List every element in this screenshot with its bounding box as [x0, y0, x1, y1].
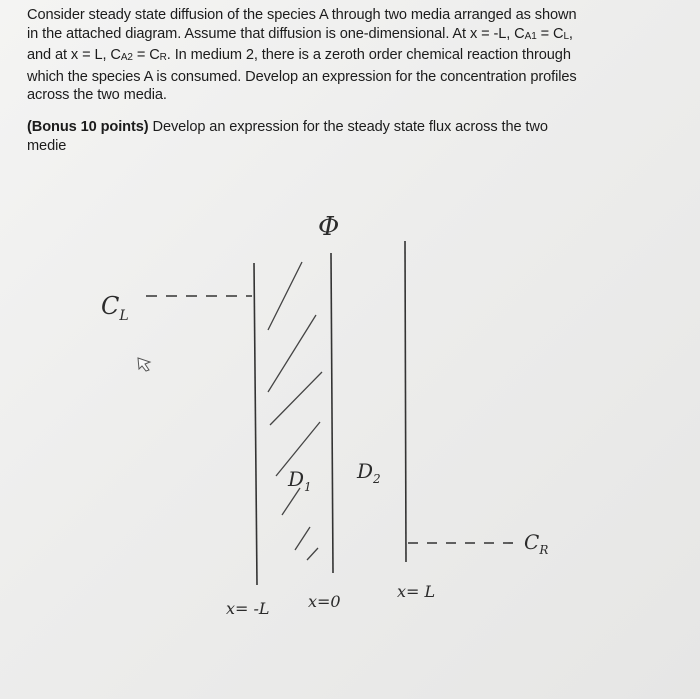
d2-label: $D_2$	[357, 459, 381, 486]
medium-1-hatching	[268, 262, 322, 560]
cl-label: $C_L$	[101, 292, 129, 324]
bonus-heading: (Bonus 10 points)	[27, 118, 149, 135]
d1-label: $D_1$	[288, 467, 312, 494]
bonus-question: (Bonus 10 points) Develop an expression for the steady state flux across the two	[27, 118, 548, 135]
cr-label: $C_R$	[524, 530, 549, 557]
right-boundary-line	[405, 241, 406, 562]
problem-line-5: across the two media.	[27, 87, 167, 104]
bonus-question-line-2: medie	[27, 137, 67, 154]
x-mid-label: x=0	[308, 592, 341, 611]
left-boundary-line	[254, 263, 257, 585]
phi-label: Φ	[318, 212, 340, 242]
interface-line	[331, 253, 333, 573]
problem-line-4: which the species A is consumed. Develop an expression for the concentration profiles	[27, 68, 577, 85]
problem-line-2: in the attached diagram. Assume that diffusion is one-dimensional. At x = -L, CA1 = CL,	[27, 25, 573, 42]
x-left-label: x= -L	[226, 599, 270, 618]
problem-line-3: and at x = L, CA2 = CR. In medium 2, there is a zeroth order chemical reaction through	[27, 47, 571, 64]
problem-line-1: Consider steady state diffusion of the species A through two media arranged as shown	[27, 7, 577, 23]
cursor-icon	[138, 358, 150, 371]
x-right-label: x= L	[397, 582, 436, 601]
